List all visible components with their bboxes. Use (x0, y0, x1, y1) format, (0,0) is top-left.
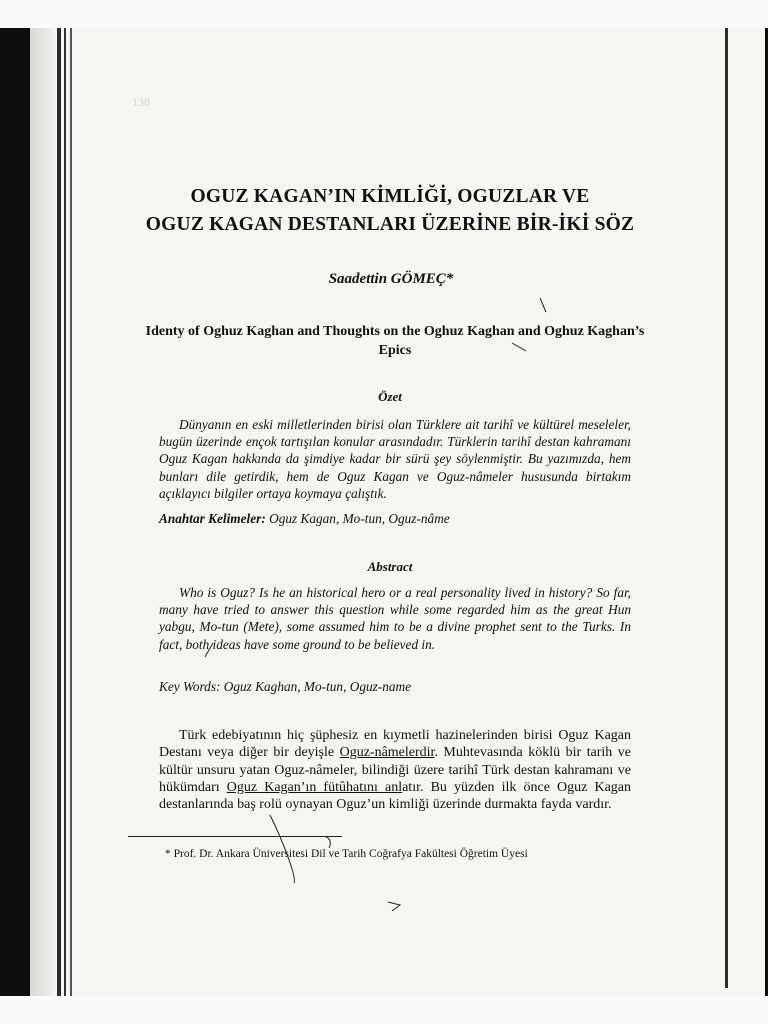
pen-stroke (205, 643, 213, 657)
underlined-oguz-kagan-futuhat: Oguz Kagan’ın fütûhatını anl (226, 779, 403, 795)
pen-stroke (270, 815, 294, 883)
title-line-1: OGUZ KAGAN’IN KİMLİĞİ, OGUZLAR VE (190, 186, 590, 207)
pen-stroke (325, 836, 330, 848)
page-number: 138 (132, 95, 150, 109)
title-line-2: OGUZ KAGAN DESTANLARI ÜZERİNE BİR-İKİ SÖZ (145, 214, 635, 235)
pen-stroke (540, 298, 546, 312)
author-name: Saadettin GÖMEÇ* (328, 271, 454, 287)
keywords-text: Oguz Kaghan, Mo-tun, Oguz-name (223, 679, 412, 694)
pen-stroke (512, 343, 526, 351)
underlined-oguz-nameler: Oguz-nâmelerdir (339, 745, 435, 761)
abstract-paragraph: Who is Oguz? Is he an historical hero or a real personality lived in history? So far, many have tried to answer this question while some regarded him as the great Hun yabgu, Mo-tun (Mete), some assumed him to be a divine prophet sent to the Turks. In fact, both ideas have some ground to be believed in. (159, 585, 631, 652)
anahtar-label: Anahtar Kelimeler: (159, 511, 266, 526)
body-text-part-1: Türk edebiyatının hiç şüphesiz en kıymetli hazinelerinden birisi Oguz Kagan Destanı veya diğer bir deyişle (159, 728, 631, 761)
anahtar-text: Oguz Kagan, Mo-tun, Oguz-nâme (269, 511, 450, 526)
ozet-heading: Özet (378, 389, 402, 404)
abstract-heading: Abstract (367, 559, 413, 574)
body-text-part-3: atır. Bu yüzden ilk önce Oguz Kagan destanlarında baş rolü oynayan Oguz’un kimliği üzerinde durmakta fayda vardır. (159, 779, 632, 813)
pen-stroke (388, 902, 400, 911)
ozet-paragraph: Dünyanın en eski milletlerinden birisi olan Türklere ait tarihî ve kültürel meseleler, bugün üzerinde ençok tartışılan konular arasındadır. Türklerin tarihî destan kahramanı Oguz Kagan hakkında da şimdiye kadar bir sürü şey söylenmiştir. Bu yazımızda, hem bunları dile getirdik, hem de Oguz Kagan ve Oguz-nâmeler hususunda birtakım açıklayıcı bilgiler ortaya koymaya çalıştık. (159, 417, 631, 501)
footnote: * Prof. Dr. Ankara Üniversitesi Dil ve Tarih Coğrafya Fakültesi Öğretim Üyesi (165, 848, 528, 860)
keywords-label: Key Words: (159, 679, 221, 694)
body-text-part-2: . Muhtevasında köklü bir tarih ve kültür unsuru yatan Oguz-nâmeler, bilindiği üzere tarihî Türk destan kahramanı ve hükümdarı (159, 745, 631, 795)
english-title: Identy of Oghuz Kaghan and Thoughts on the Oghuz Kaghan and Oghuz Kaghan’s Epics (145, 324, 645, 358)
